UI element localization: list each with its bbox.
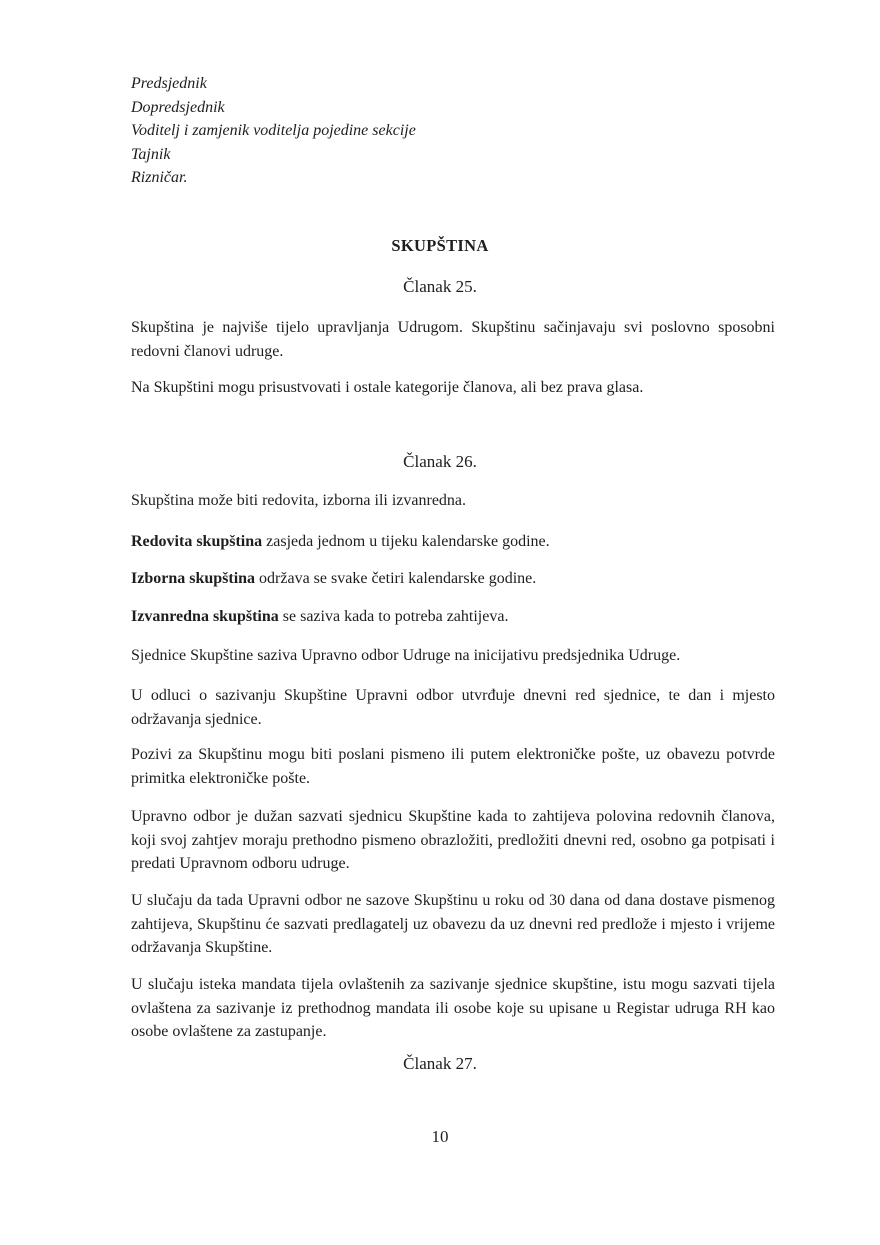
- page-number: 10: [431, 1127, 449, 1146]
- article-25-heading: Članak 25.: [403, 277, 477, 296]
- bold-term: Izvanredna skupština: [131, 608, 279, 625]
- article-26-paragraph-10: U slučaju isteka mandata tijela ovlaštenih za sazivanje sjednice skupštine, istu mogu sazvati tijela ovlaštena za sazivanje iz prethodnog mandata ili osobe koje su upisane u Registar udruga RH kao osobe ovlaštene za zastupanje.: [131, 976, 775, 1040]
- article-27-heading: Članak 27.: [403, 1054, 477, 1073]
- article-26-paragraph-9: U slučaju da tada Upravni odbor ne sazove Skupštinu u roku od 30 dana od dana dostave pismenog zahtijeva, Skupštinu će sazvati predlagatelj uz obavezu da uz dnevni red predlože i mjesto i vrijeme održavanja Skupštine.: [131, 892, 775, 956]
- article-26-paragraph-7: Pozivi za Skupštinu mogu biti poslani pismeno ili putem elektroničke pošte, uz obavezu potvrde primitka elektroničke pošte.: [131, 746, 775, 787]
- article-26-paragraph-6: U odluci o sazivanju Skupštine Upravni odbor utvrđuje dnevni red sjednice, te dan i mjesto održavanja sjednice.: [131, 687, 775, 728]
- section-title: SKUPŠTINA: [391, 236, 489, 255]
- article-26-paragraph-1: Skupština može biti redovita, izborna ili izvanredna.: [131, 492, 467, 509]
- officer-item: Rizničar.: [131, 169, 188, 186]
- article-26-paragraph-5: Sjednice Skupštine saziva Upravno odbor Udruge na inicijativu predsjednika Udruge.: [131, 647, 681, 664]
- paragraph-text: se saziva kada to potreba zahtijeva.: [278, 608, 509, 625]
- article-26-heading: Članak 26.: [403, 452, 477, 471]
- officer-list: [131, 72, 416, 190]
- article-25-paragraph-2: Na Skupštini mogu prisustvovati i ostale kategorije članova, ali bez prava glasa.: [131, 379, 644, 396]
- article-25-paragraph-1: Skupština je najviše tijelo upravljanja Udrugom. Skupštinu sačinjavaju svi poslovno sposobni redovni članovi udruge.: [131, 319, 775, 360]
- officer-item: Tajnik: [131, 145, 171, 163]
- paragraph-text: zasjeda jednom u tijeku kalendarske godine.: [262, 533, 550, 550]
- article-26-paragraph-2: [131, 530, 775, 554]
- bold-term: Izborna skupština: [131, 570, 256, 587]
- bold-term: Redovita skupština: [131, 533, 263, 550]
- officer-item: Voditelj i zamjenik voditelja pojedine sekcije: [131, 122, 416, 139]
- officer-item: Dopredsjednik: [131, 98, 225, 116]
- article-26-paragraph-4: [131, 605, 775, 629]
- article-26-paragraph-8: Upravno odbor je dužan sazvati sjednicu Skupštine kada to zahtijeva polovina redovnih članova, koji svoj zahtjev moraju prethodno pismeno obrazložiti, predložiti dnevni red, osobno ga potpisati i predati Upravnom odboru udruge.: [131, 808, 775, 872]
- article-26-paragraph-3: [131, 567, 775, 591]
- paragraph-text: održava se svake četiri kalendarske godine.: [255, 570, 537, 587]
- officer-item: Predsjednik: [131, 75, 207, 92]
